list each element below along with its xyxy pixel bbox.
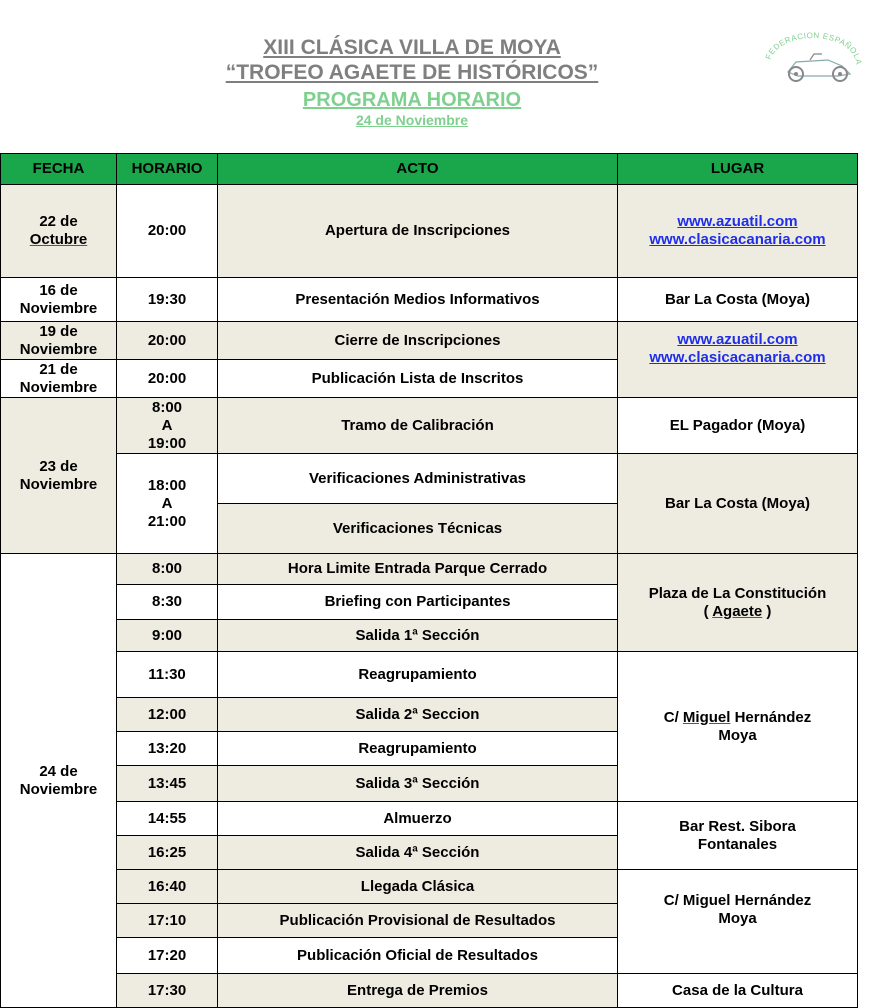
fecha-cell: 16 de Noviembre: [1, 278, 117, 322]
horario-text: 21:00: [147, 512, 187, 530]
table-row: [1, 802, 858, 836]
horario-text: 8:00: [151, 398, 183, 416]
acto-cell: Publicación Lista de Inscritos: [218, 360, 618, 398]
acto-cell: Verificaciones Administrativas: [218, 454, 618, 504]
lugar-text: Bar Rest. Sibora: [679, 817, 796, 835]
acto-cell: Almuerzo: [218, 802, 618, 836]
horario-cell: 8:00: [117, 554, 218, 585]
horario-cell: 8:30: [117, 585, 218, 620]
table-row: [1, 974, 858, 1008]
table-row: [1, 278, 858, 322]
table-row: [1, 398, 858, 454]
acto-cell: Salida 1ª Sección: [218, 620, 618, 652]
horario-cell: 13:45: [117, 766, 218, 802]
horario-cell: 12:00: [117, 698, 218, 732]
horario-cell: 11:30: [117, 652, 218, 698]
link-azuatil[interactable]: www.azuatil.com: [677, 213, 798, 230]
table-row: [1, 454, 858, 504]
acto-cell: Salida 2ª Seccion: [218, 698, 618, 732]
horario-text: A: [161, 494, 173, 512]
event-date: 24 de Noviembre: [355, 112, 469, 128]
horario-text: 18:00: [147, 476, 187, 494]
fecha-cell: 21 de Noviembre: [1, 360, 117, 398]
table-row: [1, 652, 858, 698]
lugar-cell: [618, 185, 858, 278]
fecha-cell: 23 de Noviembre: [1, 398, 117, 554]
horario-text: 19:00: [147, 434, 187, 452]
acto-cell: Reagrupamiento: [218, 732, 618, 766]
table-row: [1, 322, 858, 360]
table-header-row: [1, 154, 858, 185]
table-row: [1, 554, 858, 585]
acto-cell: Reagrupamiento: [218, 652, 618, 698]
table-row: [1, 870, 858, 904]
acto-cell: Llegada Clásica: [218, 870, 618, 904]
horario-cell: 9:00: [117, 620, 218, 652]
lugar-text: ( Agaete ): [703, 602, 772, 620]
lugar-text: Moya: [718, 726, 757, 744]
lugar-cell: [618, 652, 858, 802]
lugar-cell: [618, 802, 858, 870]
horario-cell: 20:00: [117, 322, 218, 360]
acto-cell: Cierre de Inscripciones: [218, 322, 618, 360]
acto-cell: Entrega de Premios: [218, 974, 618, 1008]
fecha-text: 22 de: [39, 213, 78, 230]
lugar-text: Moya: [718, 910, 757, 927]
lugar-cell: Casa de la Cultura: [618, 974, 858, 1008]
lugar-cell: Bar La Costa (Moya): [618, 454, 858, 554]
acto-cell: Tramo de Calibración: [218, 398, 618, 454]
acto-cell: Salida 4ª Sección: [218, 836, 618, 870]
col-header-fecha: FECHA: [1, 154, 117, 185]
logo-arc-text: FEDERACION ESPAÑOLA: [763, 30, 864, 66]
acto-cell: Salida 3ª Sección: [218, 766, 618, 802]
horario-cell: 14:55: [117, 802, 218, 836]
fecha-cell: 19 de Noviembre: [1, 322, 117, 360]
lugar-text: C/ Miguel Hernández: [663, 708, 812, 726]
fecha-cell: [1, 185, 117, 278]
horario-cell: 17:30: [117, 974, 218, 1008]
lugar-cell: [618, 554, 858, 652]
federation-logo-icon: [758, 30, 868, 86]
horario-cell: 17:10: [117, 904, 218, 938]
lugar-text: Fontanales: [697, 835, 778, 853]
acto-cell: Briefing con Participantes: [218, 585, 618, 620]
acto-cell: Publicación Provisional de Resultados: [218, 904, 618, 938]
fecha-text: Octubre: [29, 231, 88, 248]
link-azuatil[interactable]: www.azuatil.com: [677, 331, 798, 348]
acto-cell: Hora Limite Entrada Parque Cerrado: [218, 554, 618, 585]
horario-text: A: [161, 416, 173, 434]
horario-cell: 20:00: [117, 360, 218, 398]
lugar-text: C/ Miguel Hernández: [663, 892, 812, 909]
fecha-cell: 24 de Noviembre: [1, 554, 117, 1008]
horario-cell: 19:30: [117, 278, 218, 322]
trophy-title: “TROFEO AGAETE DE HISTÓRICOS”: [225, 61, 599, 84]
horario-cell: 16:25: [117, 836, 218, 870]
lugar-cell: Bar La Costa (Moya): [618, 278, 858, 322]
lugar-text: Plaza de La Constitución: [648, 584, 827, 602]
acto-cell: Verificaciones Técnicas: [218, 504, 618, 554]
lugar-cell: [618, 322, 858, 398]
col-header-horario: HORARIO: [117, 154, 218, 185]
lugar-cell: EL Pagador (Moya): [618, 398, 858, 454]
col-header-acto: ACTO: [218, 154, 618, 185]
col-header-lugar: LUGAR: [618, 154, 858, 185]
horario-cell: 20:00: [117, 185, 218, 278]
document-header: [0, 0, 870, 150]
schedule-table: [0, 153, 858, 1008]
event-title: XIII CLÁSICA VILLA DE MOYA: [263, 36, 561, 59]
acto-cell: Presentación Medios Informativos: [218, 278, 618, 322]
link-clasicacanaria[interactable]: www.clasicacanaria.com: [649, 231, 826, 248]
horario-cell: [117, 398, 218, 454]
horario-cell: [117, 454, 218, 554]
horario-cell: 17:20: [117, 938, 218, 974]
horario-cell: 13:20: [117, 732, 218, 766]
horario-cell: 16:40: [117, 870, 218, 904]
acto-cell: Apertura de Inscripciones: [218, 185, 618, 278]
acto-cell: Publicación Oficial de Resultados: [218, 938, 618, 974]
link-clasicacanaria[interactable]: www.clasicacanaria.com: [649, 349, 826, 366]
program-subtitle: PROGRAMA HORARIO: [302, 89, 522, 111]
lugar-cell: [618, 870, 858, 974]
table-row: [1, 185, 858, 278]
